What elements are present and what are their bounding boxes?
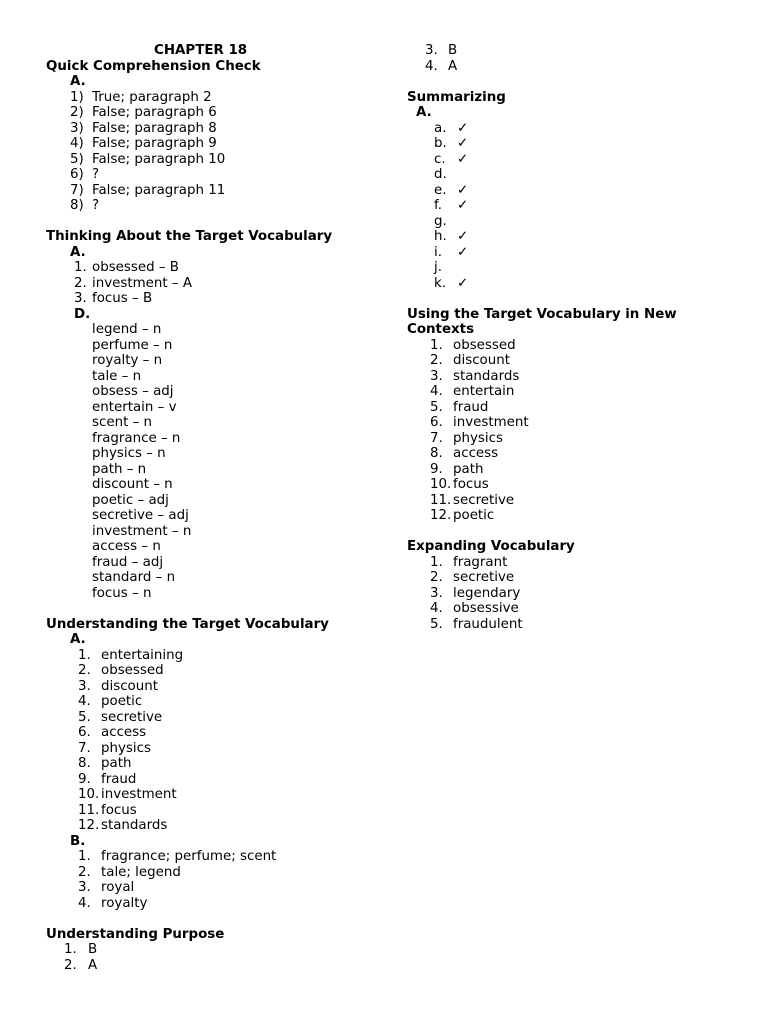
- summarizing-heading: Summarizing: [407, 89, 506, 105]
- list-item: physics – n: [92, 446, 166, 461]
- spacer: [46, 911, 391, 927]
- new-contexts-list: [407, 338, 737, 524]
- understanding-vocab-a-list: [46, 648, 391, 834]
- item-text: A: [88, 957, 98, 973]
- item-number: 2.: [74, 275, 87, 291]
- item-number: 1.: [74, 260, 87, 275]
- item-number: 3.: [430, 368, 443, 384]
- understanding-vocab-b-label: B.: [70, 833, 86, 849]
- item-number: 3.: [425, 43, 438, 58]
- item-text: standards: [453, 368, 520, 384]
- list-item: [407, 152, 737, 168]
- item-text: royal: [101, 880, 135, 895]
- item-text: royalty: [101, 895, 148, 911]
- item-number: 8): [70, 198, 84, 213]
- list-item: [407, 276, 737, 292]
- check-mark-icon: ✓: [457, 136, 469, 151]
- list-item: obsess – adj: [92, 384, 174, 399]
- list-item: [407, 601, 737, 617]
- chapter-title: CHAPTER 18: [154, 43, 248, 58]
- item-text: ?: [92, 167, 100, 182]
- item-number: h.: [434, 229, 447, 244]
- spacer: [407, 524, 737, 540]
- list-item: [407, 183, 737, 199]
- list-item: fragrance – n: [92, 430, 181, 446]
- list-item: focus – n: [92, 585, 152, 601]
- item-number: 6): [70, 167, 84, 182]
- list-item: [407, 59, 737, 75]
- item-number: 2.: [64, 957, 77, 973]
- item-text: secretive: [453, 492, 515, 508]
- list-item: royalty – n: [92, 353, 163, 368]
- item-number: 3): [70, 120, 84, 136]
- item-number: 11.: [430, 492, 452, 508]
- list-item: [407, 260, 737, 276]
- item-text: investment – A: [92, 275, 192, 291]
- list-item: [407, 617, 737, 633]
- list-item: scent – n: [92, 415, 153, 430]
- list-item: legend – n: [92, 322, 162, 337]
- item-number: e.: [434, 182, 447, 198]
- list-item: discount – n: [92, 477, 173, 492]
- item-text: tale; legend: [101, 864, 181, 880]
- summarizing-list: [407, 121, 737, 292]
- list-item: [46, 849, 391, 865]
- list-item: [46, 725, 391, 741]
- check-mark-icon: ✓: [457, 198, 469, 213]
- item-text: path: [101, 756, 132, 771]
- thinking-d-list: [46, 322, 391, 601]
- list-item: [407, 121, 737, 137]
- list-item: perfume – n: [92, 337, 173, 353]
- item-text: path: [453, 461, 484, 477]
- list-item: [46, 167, 391, 183]
- list-item: investment – n: [92, 523, 192, 539]
- item-number: 3.: [430, 585, 443, 601]
- list-item: standard – n: [92, 570, 176, 585]
- item-number: 5): [70, 151, 84, 167]
- item-number: 4.: [430, 384, 443, 399]
- item-number: 8.: [430, 446, 443, 461]
- item-text: entertaining: [101, 647, 184, 663]
- item-text: poetic: [453, 508, 495, 523]
- list-item: [407, 229, 737, 245]
- left-column: [46, 43, 391, 973]
- item-text: fragrant: [453, 554, 508, 570]
- item-text: obsessive: [453, 601, 519, 616]
- list-item: [46, 818, 391, 834]
- list-item: [46, 648, 391, 664]
- item-text: A: [448, 58, 458, 74]
- thinking-a-label: A.: [70, 244, 86, 260]
- item-number: 4.: [430, 601, 443, 616]
- item-number: 3.: [78, 678, 91, 694]
- list-item: tale – n: [92, 368, 142, 384]
- item-number: 9.: [430, 461, 443, 477]
- item-number: 1.: [78, 849, 91, 864]
- item-text: access: [453, 446, 499, 461]
- list-item: [46, 803, 391, 819]
- list-item: [46, 152, 391, 168]
- item-text: False; paragraph 6: [92, 105, 217, 120]
- item-text: secretive: [453, 570, 515, 585]
- item-number: 7): [70, 182, 84, 198]
- item-number: 8.: [78, 756, 91, 771]
- item-text: poetic: [101, 694, 143, 709]
- item-text: focus: [453, 477, 489, 492]
- list-item: [46, 694, 391, 710]
- list-item: [46, 679, 391, 695]
- list-item: [407, 167, 737, 183]
- quick-check-a-label: A.: [70, 74, 86, 89]
- item-text: ?: [92, 198, 100, 213]
- item-text: B: [88, 942, 98, 957]
- item-number: 12.: [78, 818, 100, 833]
- item-text: obsessed: [453, 337, 516, 353]
- item-number: d.: [434, 167, 447, 182]
- item-number: 3.: [78, 880, 91, 895]
- list-item: [46, 787, 391, 803]
- list-item: [407, 570, 737, 586]
- list-item: secretive – adj: [92, 508, 189, 523]
- item-text: standards: [101, 818, 168, 833]
- item-number: 3.: [74, 291, 87, 306]
- spacer: [46, 214, 391, 230]
- spacer: [407, 291, 737, 307]
- list-item: [46, 198, 391, 214]
- item-text: False; paragraph 11: [92, 182, 226, 198]
- item-text: fraudulent: [453, 616, 523, 632]
- item-number: 2.: [430, 570, 443, 585]
- item-number: 4.: [78, 694, 91, 709]
- list-item: [407, 338, 737, 354]
- item-number: 4.: [425, 58, 438, 74]
- list-item: [46, 865, 391, 881]
- item-text: fragrance; perfume; scent: [101, 849, 277, 864]
- item-number: 6.: [78, 725, 91, 740]
- item-text: obsessed: [101, 663, 164, 678]
- expanding-list: [407, 555, 737, 633]
- list-item: [407, 353, 737, 369]
- list-item: [46, 741, 391, 757]
- list-item: [407, 446, 737, 462]
- list-item: [407, 400, 737, 416]
- item-number: f.: [434, 198, 442, 213]
- understanding-vocab-b-list: [46, 849, 391, 911]
- list-item: poetic – adj: [92, 492, 169, 508]
- item-number: 1.: [430, 337, 443, 353]
- thinking-a-list: [46, 260, 391, 307]
- item-text: secretive: [101, 709, 163, 725]
- list-item: [407, 477, 737, 493]
- item-number: 7.: [430, 430, 443, 446]
- item-text: False; paragraph 8: [92, 120, 217, 136]
- item-number: a.: [434, 120, 447, 136]
- check-mark-icon: ✓: [457, 244, 469, 260]
- item-number: 11.: [78, 802, 100, 818]
- item-text: access: [101, 725, 147, 740]
- thinking-heading: Thinking About the Target Vocabulary: [46, 229, 333, 244]
- list-item: [46, 710, 391, 726]
- item-text: discount: [453, 353, 510, 368]
- list-item: [407, 493, 737, 509]
- item-text: False; paragraph 10: [92, 151, 226, 167]
- list-item: [46, 90, 391, 106]
- list-item: [46, 663, 391, 679]
- item-number: 2.: [78, 663, 91, 678]
- list-item: [46, 880, 391, 896]
- list-item: access – n: [92, 539, 161, 554]
- check-mark-icon: ✓: [457, 275, 469, 291]
- quick-check-list: [46, 90, 391, 214]
- list-item: [407, 462, 737, 478]
- item-number: c.: [434, 151, 446, 167]
- list-item: [46, 260, 391, 276]
- list-item: [407, 384, 737, 400]
- check-mark-icon: ✓: [457, 120, 469, 136]
- item-text: legendary: [453, 585, 521, 601]
- list-item: [46, 772, 391, 788]
- list-item: [46, 756, 391, 772]
- item-number: 2.: [430, 353, 443, 368]
- item-number: 1.: [78, 647, 91, 663]
- understanding-vocab-a-label: A.: [70, 632, 86, 647]
- item-number: 2.: [78, 864, 91, 880]
- purpose-list-right: [407, 43, 737, 74]
- spacer: [46, 601, 391, 617]
- item-number: 5.: [430, 399, 443, 415]
- list-item: [407, 43, 737, 59]
- item-number: k.: [434, 275, 447, 291]
- quick-check-heading: Quick Comprehension Check: [46, 58, 261, 74]
- item-text: investment: [101, 787, 177, 802]
- item-number: 4.: [78, 895, 91, 911]
- item-number: 1.: [64, 942, 77, 957]
- item-number: 2): [70, 105, 84, 120]
- list-item: [407, 431, 737, 447]
- list-item: path – n: [92, 461, 147, 477]
- list-item: [46, 291, 391, 307]
- list-item: [407, 586, 737, 602]
- list-item: [46, 105, 391, 121]
- item-text: investment: [453, 415, 529, 430]
- item-number: 5.: [430, 616, 443, 632]
- list-item: [46, 276, 391, 292]
- item-number: 4): [70, 136, 84, 151]
- item-text: entertain: [453, 384, 515, 399]
- list-item: [407, 415, 737, 431]
- item-text: True; paragraph 2: [92, 89, 212, 105]
- item-text: physics: [453, 430, 503, 446]
- item-number: 1.: [430, 554, 443, 570]
- list-item: entertain – v: [92, 399, 177, 415]
- item-number: 5.: [78, 709, 91, 725]
- expanding-heading: Expanding Vocabulary: [407, 539, 575, 554]
- purpose-list-left: [46, 942, 391, 973]
- right-column: [407, 43, 737, 632]
- item-number: j.: [434, 260, 442, 275]
- item-text: fraud: [453, 399, 489, 415]
- item-number: 10.: [430, 477, 452, 492]
- check-mark-icon: ✓: [457, 151, 469, 167]
- item-number: 6.: [430, 415, 443, 430]
- item-number: 1): [70, 89, 84, 105]
- spacer: [407, 74, 737, 90]
- list-item: [407, 508, 737, 524]
- item-text: fraud: [101, 771, 137, 787]
- list-item: [46, 942, 391, 958]
- list-item: fraud – adj: [92, 554, 164, 570]
- item-text: False; paragraph 9: [92, 136, 217, 151]
- list-item: [46, 896, 391, 912]
- list-item: [407, 245, 737, 261]
- purpose-heading: Understanding Purpose: [46, 926, 225, 942]
- check-mark-icon: ✓: [457, 182, 469, 198]
- list-item: [407, 214, 737, 230]
- list-item: [46, 121, 391, 137]
- understanding-vocab-heading: Understanding the Target Vocabulary: [46, 616, 329, 632]
- list-item: [407, 369, 737, 385]
- list-item: [46, 958, 391, 974]
- new-contexts-heading: Using the Target Vocabulary in New Contexts: [407, 306, 677, 337]
- item-text: B: [448, 43, 458, 58]
- item-number: b.: [434, 136, 447, 151]
- item-number: g.: [434, 213, 447, 229]
- item-number: 9.: [78, 771, 91, 787]
- item-text: physics: [101, 740, 151, 756]
- item-text: focus – B: [92, 291, 153, 306]
- item-text: focus: [101, 802, 137, 818]
- list-item: [407, 136, 737, 152]
- item-number: 12.: [430, 508, 452, 523]
- list-item: [407, 198, 737, 214]
- list-item: [46, 183, 391, 199]
- item-number: 7.: [78, 740, 91, 756]
- item-text: discount: [101, 678, 158, 694]
- summarizing-a-label: A.: [416, 105, 432, 120]
- check-mark-icon: ✓: [457, 229, 469, 244]
- thinking-d-label: D.: [74, 306, 91, 322]
- list-item: [407, 555, 737, 571]
- list-item: [46, 136, 391, 152]
- item-number: i.: [434, 244, 442, 260]
- item-number: 10.: [78, 787, 100, 802]
- item-text: obsessed – B: [92, 260, 179, 275]
